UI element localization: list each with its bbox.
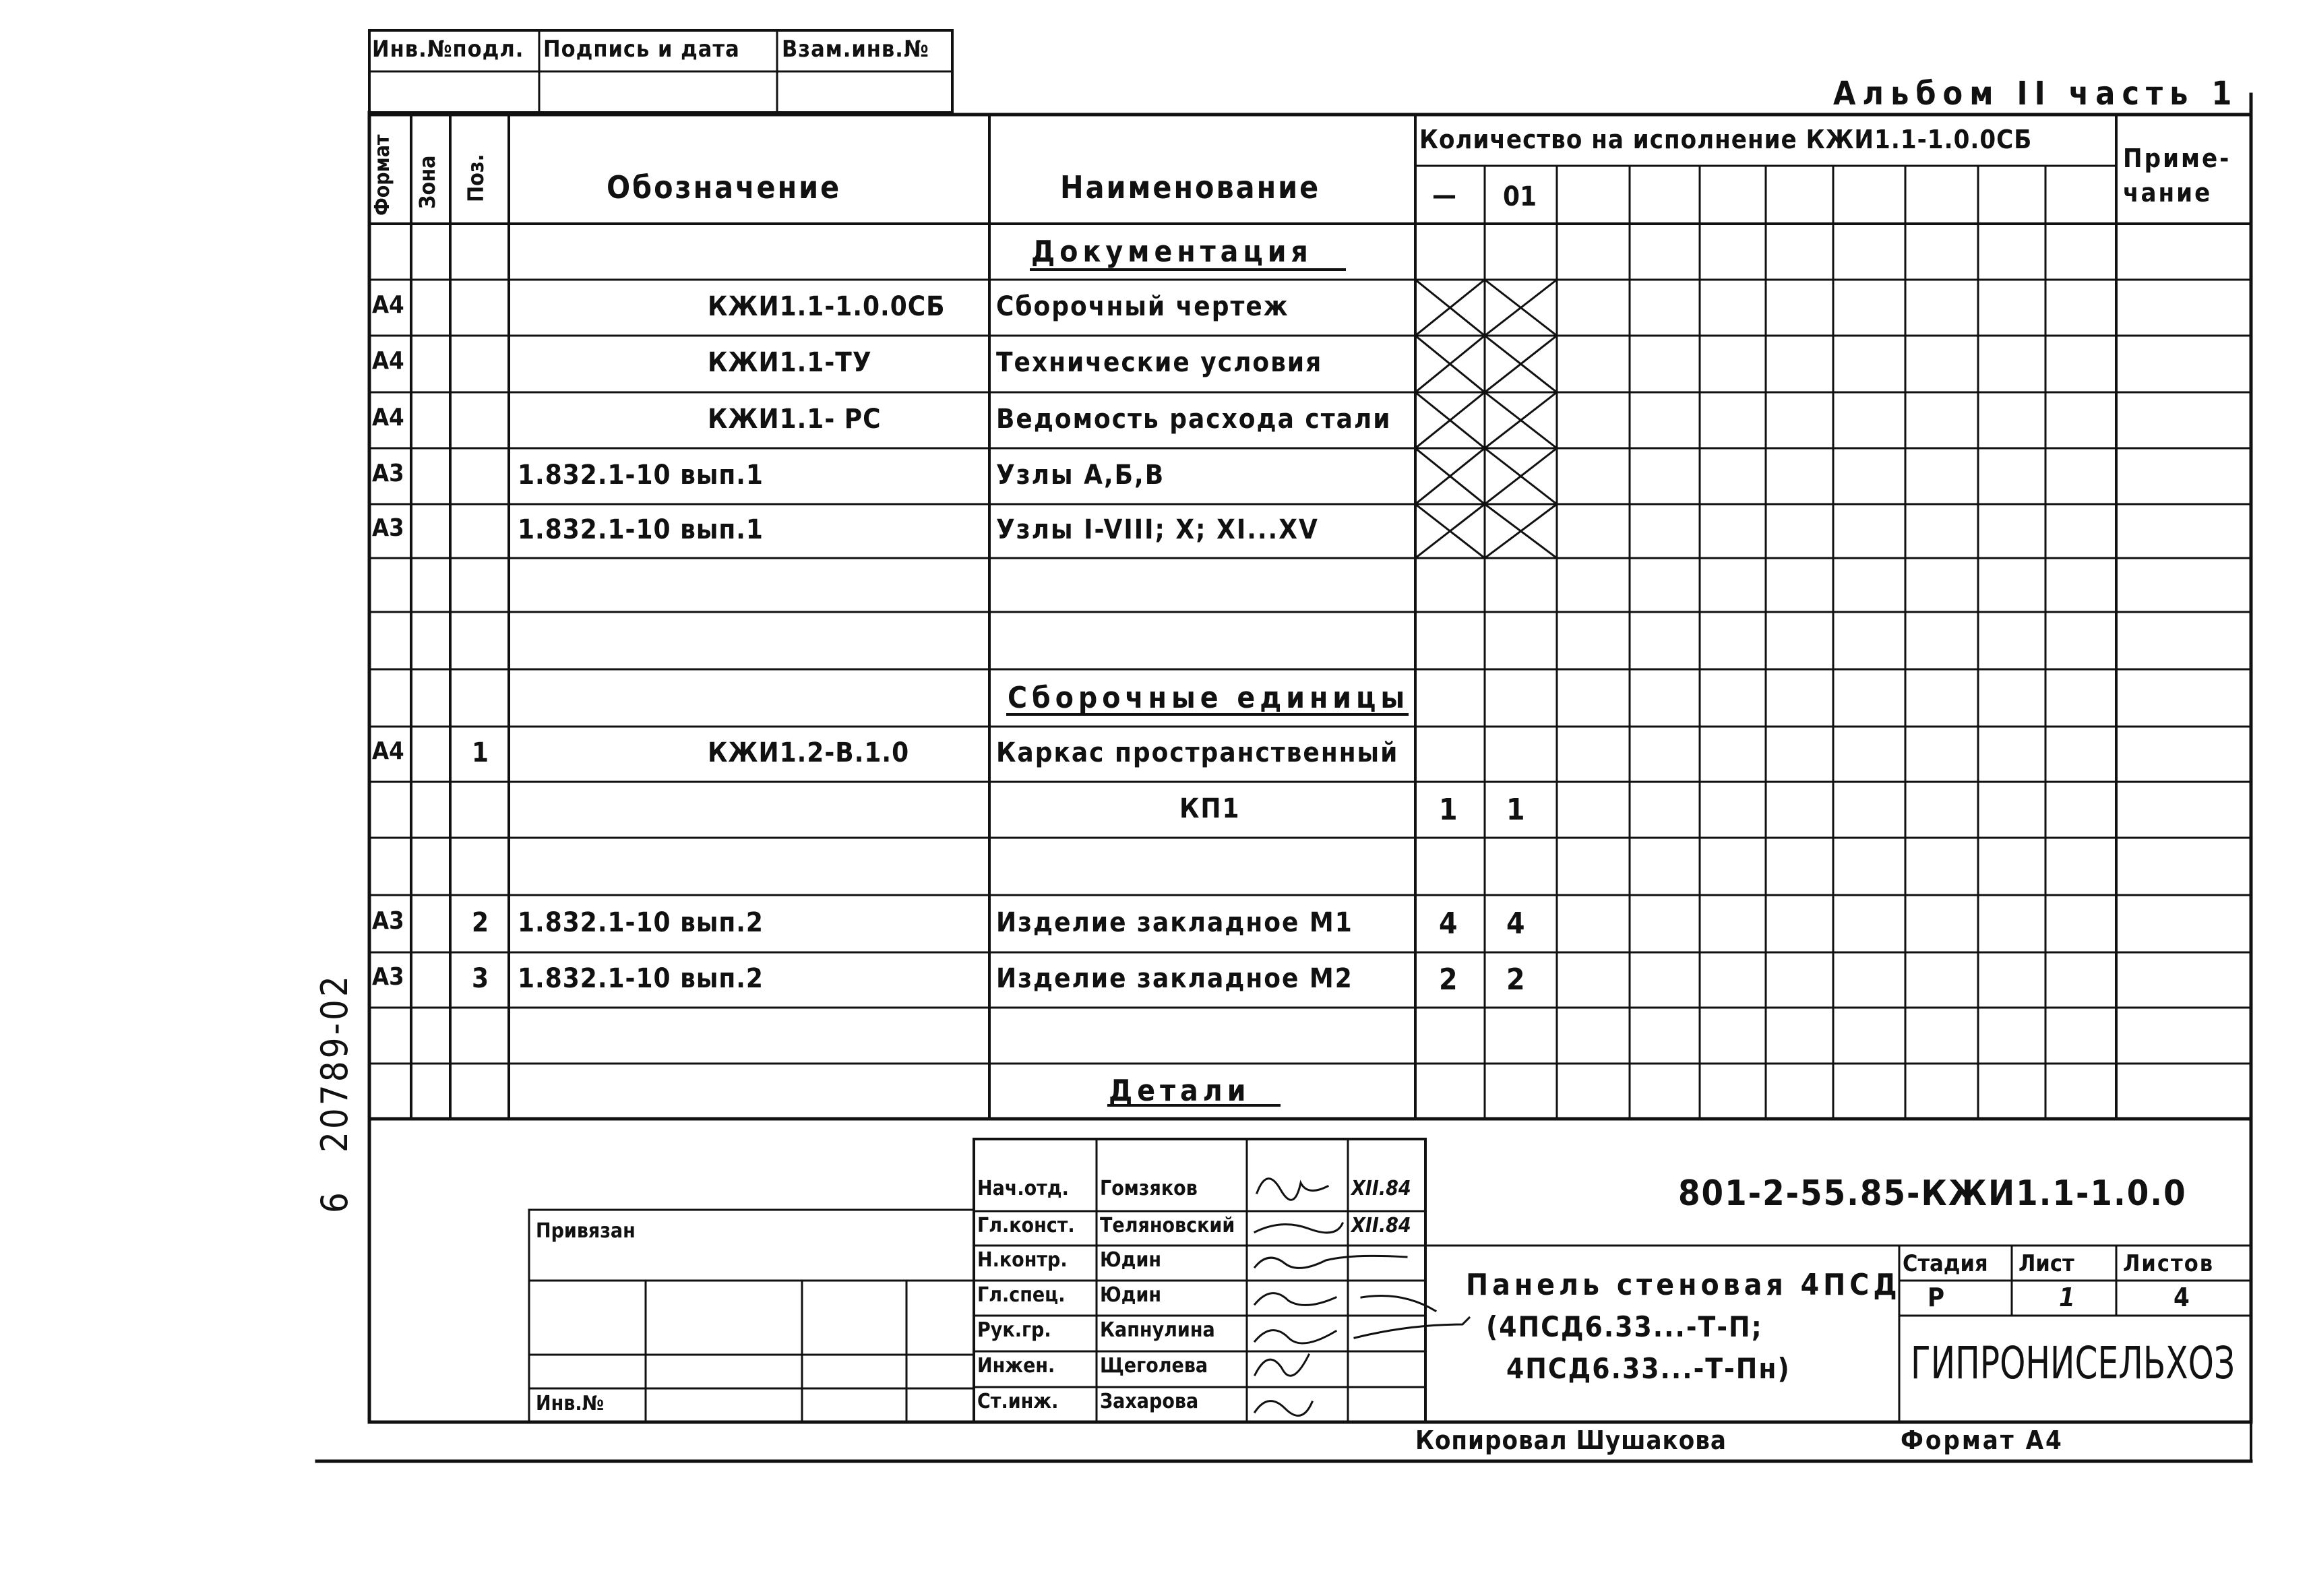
column-qty-01: 01 — [1503, 181, 1537, 212]
staff-name: Капнулина — [1100, 1318, 1215, 1342]
staff-date: XII.84 — [1351, 1214, 1411, 1237]
row-name: Узлы I-VIII; X; XI...XV — [996, 514, 1319, 545]
row-qty-01: 1 — [1506, 792, 1525, 827]
sheet-value: 1 — [2059, 1283, 2075, 1312]
signature-date-label: Подпись и дата — [543, 36, 740, 63]
staff-name: Теляновский — [1100, 1214, 1235, 1237]
margin-number-small: 6 — [313, 1192, 356, 1213]
inv-number-label: Инв.№ — [536, 1392, 605, 1415]
album-label: Альбом II часть 1 — [1833, 75, 2239, 113]
document-title-line2: (4ПСД6.33...-Т-П; — [1486, 1310, 1763, 1343]
row-name: Ведомость расхода стали — [996, 403, 1392, 435]
staff-role: Инжен. — [977, 1354, 1055, 1378]
column-qty-title: Количество на исполнение КЖИ1.1-1.0.0СБ — [1419, 125, 2033, 154]
row-position: 1 — [472, 737, 489, 768]
section-header: Сборочные единицы — [1008, 680, 1410, 715]
row-name: Сборочный чертеж — [996, 290, 1289, 322]
staff-name: Гомзяков — [1100, 1177, 1198, 1200]
sheets-label: Листов — [2123, 1250, 2215, 1277]
row-format: А4 — [372, 347, 404, 375]
row-designation: КЖИ1.1- РС — [708, 403, 882, 435]
staff-name: Юдин — [1100, 1283, 1162, 1307]
column-name: Наименование — [1060, 169, 1321, 206]
row-position: 3 — [472, 963, 489, 994]
column-zone: Зона — [414, 155, 440, 209]
document-title-line3: 4ПСД6.33...-Т-Пн) — [1506, 1352, 1791, 1385]
margin-registration-number: 20789-02 — [313, 973, 356, 1153]
row-position: 2 — [472, 907, 489, 938]
row-name: Изделие закладное М1 — [996, 907, 1353, 938]
row-format: А3 — [372, 963, 404, 991]
document-title-line1: Панель стеновая 4ПСД — [1466, 1268, 1901, 1302]
stage-value: Р — [1928, 1283, 1945, 1312]
staff-date: XII.84 — [1351, 1177, 1411, 1200]
column-qty-dash: — — [1432, 180, 1456, 211]
row-designation: КЖИ1.2-В.1.0 — [708, 737, 910, 768]
row-designation: КЖИ1.1-1.0.0СБ — [708, 290, 946, 322]
row-designation: 1.832.1-10 вып.2 — [518, 907, 764, 938]
row-name: Изделие закладное М2 — [996, 963, 1353, 994]
staff-role: Гл.спец. — [977, 1283, 1066, 1307]
staff-name: Щеголева — [1100, 1354, 1208, 1378]
column-designation: Обозначение — [607, 169, 842, 206]
column-note — [2123, 142, 2248, 211]
sheet-label: Лист — [2019, 1250, 2074, 1277]
document-code: 801-2-55.85-КЖИ1.1-1.0.0 — [1678, 1173, 2187, 1214]
row-name: Узлы А,Б,В — [996, 459, 1165, 491]
row-format: А3 — [372, 514, 404, 542]
row-name: Каркас пространственный — [996, 737, 1399, 768]
staff-role: Гл.конст. — [977, 1214, 1075, 1237]
column-pos: Поз. — [463, 154, 489, 202]
row-format: А4 — [372, 290, 404, 319]
privyazan-label: Привязан — [536, 1219, 636, 1243]
paper-format: Формат А4 — [1901, 1425, 2064, 1455]
row-format: А3 — [372, 907, 404, 935]
row-qty-main: 4 — [1439, 906, 1458, 941]
staff-role: Нач.отд. — [977, 1177, 1069, 1200]
row-designation: 1.832.1-10 вып.2 — [518, 963, 764, 994]
row-qty-01: 4 — [1506, 906, 1525, 941]
row-designation: КЖИ1.1-ТУ — [708, 347, 872, 378]
staff-name: Захарова — [1100, 1390, 1199, 1413]
section-header: Документация — [1031, 234, 1313, 269]
row-format: А4 — [372, 403, 404, 431]
column-note-text: Приме-чание — [2123, 144, 2231, 208]
staff-role: Рук.гр. — [977, 1318, 1051, 1342]
stage-label: Стадия — [1903, 1250, 1988, 1277]
organization-name: ГИПРОНИСЕЛЬХОЗ — [1911, 1337, 2236, 1389]
inv-podl-label: Инв.№подл. — [372, 36, 524, 63]
row-qty-01: 2 — [1506, 962, 1525, 997]
row-name: КП1 — [1179, 793, 1241, 824]
row-qty-main: 1 — [1439, 792, 1458, 827]
row-name: Технические условия — [996, 347, 1323, 378]
row-designation: 1.832.1-10 вып.1 — [518, 459, 764, 491]
row-format: А4 — [372, 737, 404, 765]
staff-role: Ст.инж. — [977, 1390, 1059, 1413]
staff-role: Н.контр. — [977, 1248, 1068, 1272]
sheets-value: 4 — [2174, 1283, 2190, 1312]
vzam-inv-label: Взам.инв.№ — [782, 36, 929, 63]
column-format: Формат — [371, 134, 394, 216]
staff-name: Юдин — [1100, 1248, 1162, 1272]
section-header: Детали — [1109, 1074, 1251, 1108]
row-designation: 1.832.1-10 вып.1 — [518, 514, 764, 545]
row-qty-main: 2 — [1439, 962, 1458, 997]
copied-by: Копировал Шушакова — [1415, 1425, 1727, 1455]
row-format: А3 — [372, 459, 404, 487]
